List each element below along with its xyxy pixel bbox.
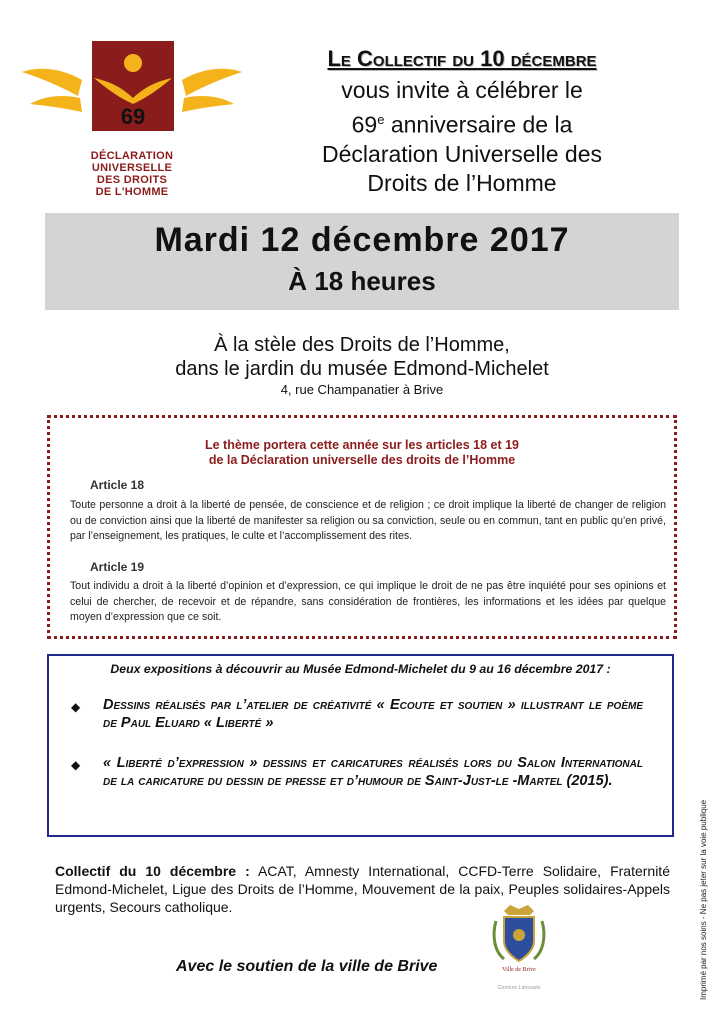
logo-line: DES DROITS [96,174,168,186]
location-address: 4, rue Champanatier à Brive [280,382,444,397]
collectif-label: Collectif du 10 décembre : [55,863,250,879]
support-note: Avec le soutien de la ville de Brive [176,958,438,975]
diamond-bullet-icon: ◆ [71,758,81,772]
crest-icon [490,905,548,967]
exhibitions-title: Deux expositions à découvrir au Musée Edmond-Michelet du 9 au 16 décembre 2017 : [110,662,611,676]
exhibitions-box [47,654,674,837]
organizer-title: Le Collectif du 10 décembre [327,46,597,71]
logo-line: DE L'HOMME [95,186,169,198]
article-18-heading: Article 18 [90,478,145,492]
anniversary-number: 69 [351,111,378,138]
logo-number: 69 [120,104,146,129]
location-line: dans le jardin du musée Edmond-Michelet [175,358,549,380]
brive-subtitle: Corrèze Limousin [497,985,541,991]
logo-line: DÉCLARATION [90,150,174,162]
invite-line-rest: anniversaire de la [384,111,573,138]
logo-caption [82,150,182,198]
article-19-text: Tout individu a droit à la liberté d’opinion et d’expression, ce qui implique le droit de ne pas être inquiété pour ses opinions et celui de chercher, de recevoir et de répandre, sans considération de frontières, les informations et les idées par quelque moyen d’expression que ce soit. [70,580,666,623]
theme-title-line: de la Déclaration universelle des droits de l’Homme [208,453,516,467]
diamond-bullet-icon: ◆ [71,700,81,714]
exhibition-item: « Liberté d’expression » dessins et caricatures réalisés lors du Salon International de la caricature du dessin de presse et d’humour de Saint-Just-le -Martel (2015). [103,755,643,789]
logo-line: UNIVERSELLE [91,162,173,174]
theme-title-line: Le thème portera cette année sur les articles 18 et 19 [204,438,520,452]
article-19-heading: Article 19 [90,560,145,574]
invitation-header [262,46,662,198]
brive-crest [490,905,548,995]
event-time: À 18 heures [288,266,436,296]
event-location [100,333,624,399]
collectif-list: ACAT, Amnesty International, CCFD-Terre Solidaire, Fraternité Edmond-Michelet, Ligue des Droits de l’Homme, Mouvement de la paix, Peuples solidaires-Appels urgents, Secours catholique. [55,863,670,915]
udhr-69-logo [22,38,244,203]
invite-line: Droits de l’Homme [367,169,557,196]
exhibition-item: Dessins réalisés par l’atelier de créativité « Ecoute et soutien » illustrant le poème de Paul Eluard « Liberté » [103,697,643,731]
ordinal-suffix: e [377,112,385,127]
location-line: À la stèle des Droits de l’Homme, [214,334,510,356]
article-18-text: Toute personne a droit à la liberté de pensée, de conscience et de religion ; ce droit implique la liberté de changer de religion ou de conviction ainsi que la liberté de manifester sa religion ou sa conviction, seule ou en commun, tant en public qu’en privé, par l’enseignement, les pratiques, le culte et l’accomplissement des rites. [70,499,666,542]
theme-title [50,438,674,468]
invite-line: vous invite à célébrer le [341,77,583,103]
date-banner [45,213,679,310]
event-date: Mardi 12 décembre 2017 [154,221,570,259]
theme-box [47,415,677,639]
invitation-text [262,76,662,198]
print-notice: Imprimé par nos soins - Ne pas jeter sur la voie publique [699,799,708,1000]
invite-line [262,105,662,140]
collectif-members [55,862,670,916]
brive-name: Ville de Brive [502,967,536,973]
invite-line: Déclaration Universelle des [322,140,602,167]
